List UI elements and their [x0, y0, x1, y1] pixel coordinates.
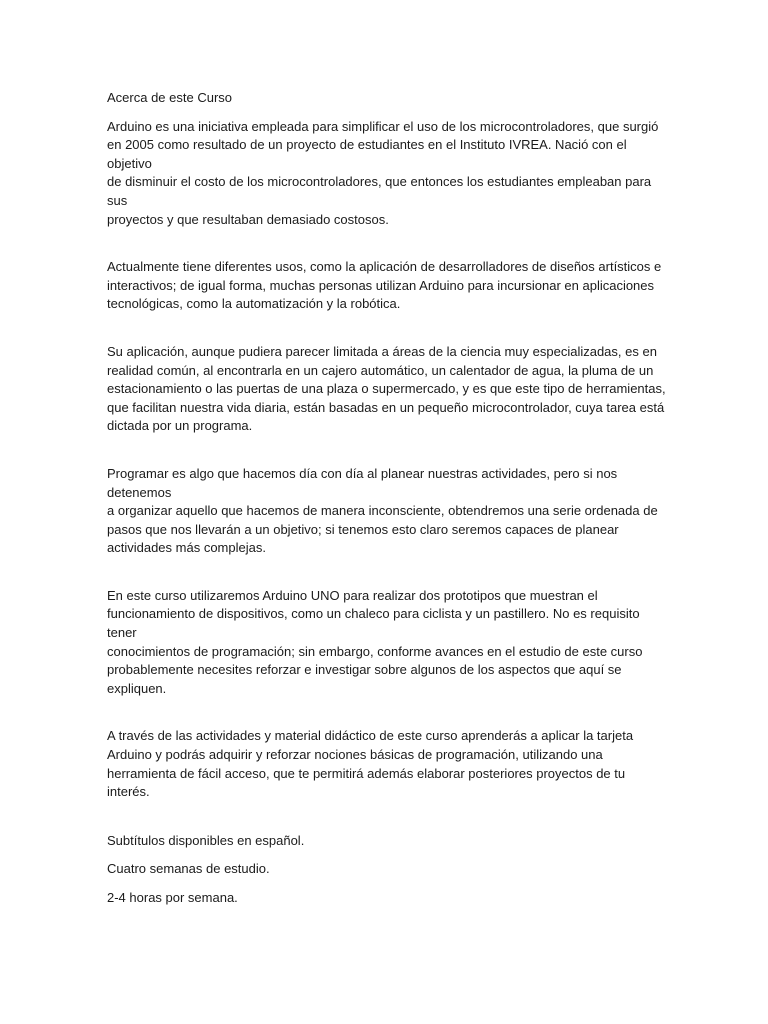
- paragraph-intro: Arduino es una iniciativa empleada para simplificar el uso de los microcontroladores, que surgió en 2005 como resultado de un proyecto de estudiantes en el Instituto IVREA. Nació con el objetivo de disminuir el costo de los microcontroladores, que entonces los estudiantes empleaban para sus proyectos y que resultaban demasiado costosos.: [107, 118, 659, 227]
- paragraph-programming: Programar es algo que hacemos día con día al planear nuestras actividades, pero si nos detenemos a organizar aquello que hacemos de manera inconsciente, obtendremos una serie ordenada de pasos que nos llevarán a un objetivo; si tenemos esto claro seremos capaces de planear actividades más complejas.: [107, 465, 658, 556]
- spacer: [107, 850, 667, 860]
- document-body: [107, 89, 667, 908]
- duration-info: Cuatro semanas de estudio.: [107, 861, 270, 877]
- spacer: [107, 802, 667, 832]
- spacer: [107, 314, 667, 343]
- paragraph-learning: A través de las actividades y material didáctico de este curso aprenderás a aplicar la tarjeta Arduino y podrás adquirir y reforzar nociones básicas de programación, utilizando una herramienta de fácil acceso, que te permitirá además elaborar posteriores proyectos de tu interés.: [107, 728, 634, 800]
- spacer: [107, 436, 667, 465]
- spacer: [107, 558, 667, 587]
- spacer: [107, 698, 667, 727]
- effort-info: 2-4 horas por semana.: [107, 890, 238, 905]
- spacer: [107, 879, 667, 889]
- page-title: Acerca de este Curso: [107, 90, 233, 105]
- paragraph-course-content: En este curso utilizaremos Arduino UNO para realizar dos prototipos que muestran el funcionamiento de dispositivos, como un chaleco para ciclista y un pastillero. No es requisito tener conocimientos de programación; sin embargo, conforme avances en el estudio de este curso probablemente necesites reforzar e investigar sobre algunos de los aspectos que aquí se expliquen.: [107, 587, 643, 696]
- spacer: [107, 229, 667, 258]
- paragraph-application: Su aplicación, aunque pudiera parecer limitada a áreas de la ciencia muy especializadas, es en realidad común, al encontrarla en un cajero automático, un calentador de agua, la pluma de un estacionamiento o las puertas de una plaza o supermercado, y es que este tipo de herramientas, que facilitan nuestra vida diaria, están basadas en un pequeño microcontrolador, cuya tarea está dictada por un programa.: [107, 343, 666, 434]
- spacer: [107, 108, 667, 118]
- subtitles-info: Subtítulos disponibles en español.: [107, 832, 305, 848]
- paragraph-uses: Actualmente tiene diferentes usos, como la aplicación de desarrolladores de diseños artísticos e interactivos; de igual forma, muchas personas utilizan Arduino para incursionar en aplicaciones tecnológicas, como la automatización y la robótica.: [107, 259, 662, 312]
